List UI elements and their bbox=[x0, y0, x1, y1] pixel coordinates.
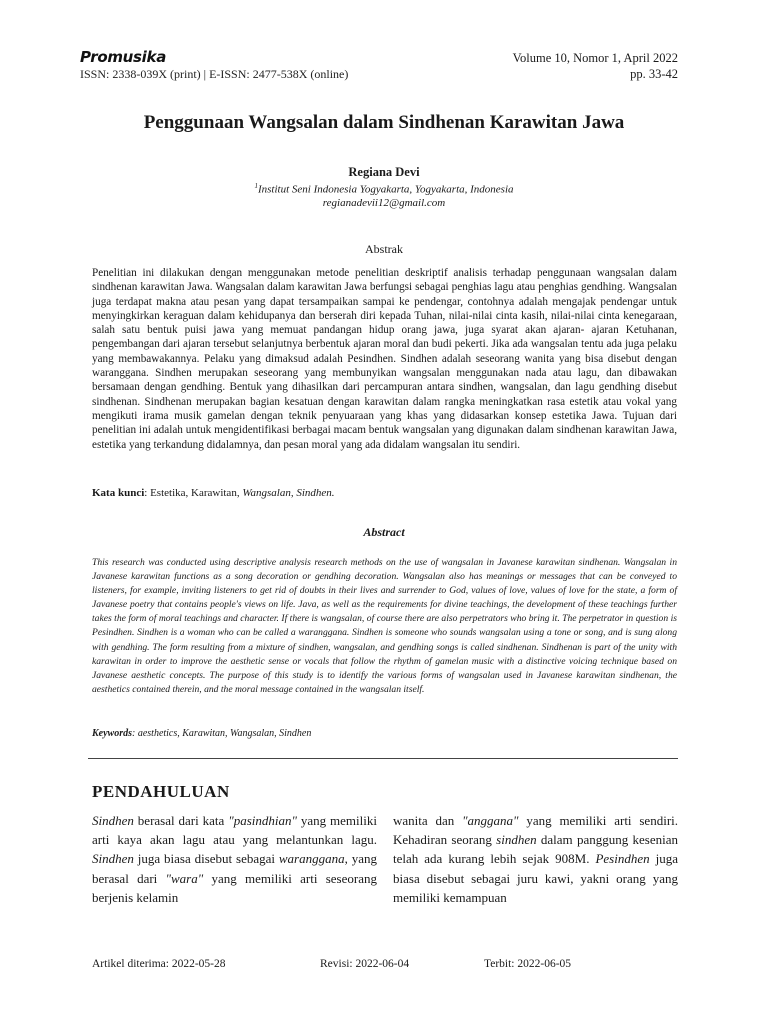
keywords-list: : aesthetics, Karawitan, Wangsalan, Sindhen bbox=[132, 728, 312, 739]
body-text-run: , yang berasal dari bbox=[92, 851, 377, 886]
keywords bbox=[92, 728, 311, 739]
journal-name: Promusika bbox=[80, 48, 167, 66]
body-text-run: Sindhen bbox=[92, 813, 134, 828]
affiliation-text: Institut Seni Indonesia Yogyakarta, Yogyakarta, Indonesia bbox=[257, 183, 514, 196]
revised-date: Revisi: 2022-06-04 bbox=[320, 958, 410, 970]
body-text-run: "pasindhian" bbox=[228, 813, 297, 828]
body-text-run: waranggana bbox=[278, 851, 345, 867]
author-affiliation bbox=[60, 182, 708, 196]
abstrak-heading: Abstrak bbox=[365, 242, 403, 256]
keywords-label: Keywords bbox=[92, 728, 132, 739]
body-text-run: yang memiliki arti sendiri. Kehadiran seorang bbox=[393, 813, 679, 848]
body-column-right bbox=[393, 811, 678, 907]
abstract-body: This research was conducted using descriptive analysis research methods on the use of wangsalan in Javanese karawitan sindhenan. Wangsalan in Javanese karawitan functions as a song decoration or gendhing decoration. Wangsalan also has meanings or messages that can be conveyed to listeners, for example, inviting listeners to get rid of doubts in their lives and surrender to God, values of love, values of love for the state, a form of Javanese poetry that contains people's views on life. Java, as well as the requirements for divine teachings, the development of these teachings further takes the form of moral teachings and character. If there is wangsalan, of course there are also perpetrators who bring it. The perpetrator in question is Pesindhen. Sindhen is a woman who can be called a waranggana. Sindhen is someone who sounds wangsalan using a tone or song, and is sung along with gendhing. The form resulting from a mixture of sindhen, wangsalan, and gendhing songs is called sindhenan. Sindhenan is part of the unity with karawitan in order to improve the aesthetic sense or vocals that follow the rhythm of gamelan music with a distinctive voicing technique based on Javanese aesthetic concepts. The purpose of this study is to identify the various forms of wangsalan used in Javanese karawitan sindhenan, the aesthetics contained therein, and the moral message contained in the wangsalan itself. bbox=[92, 557, 677, 695]
abstrak-body: Penelitian ini dilakukan dengan menggunakan metode penelitian deskriptif analisis terhadap penggunaan wangsalan dalam sindhenan karawitan Jawa. Wangsalan dalam karawitan Jawa berfungsi sebagai penghias lagu atau penghias gendhing. Wangsalan juga terdapat makna atau pesan yang dapat tersampaikan sampai ke pendengar, contohnya adalah mengajak pendengar untuk menyingkirkan keraguan dalam kehidupanya dan berserah diri kepada Tuhan, nilai-nilai cinta kasih, nilai-nilai cinta kenegaraan, salah satu bentuk puisi jawa yang memuat pandangan hidup orang jawa, juga syarat akan ajaran- ajaran Ketuhanan, pengembangan dari ajaran tersebut selanjutnya berbentuk ajaran moral dan budi pekerti. Jika ada wangsalan tentu ada juga pelaku yang membawakannya. Pelaku yang dimaksud adalah Pesindhen. Sindhen adalah seseorang wanita yang bisa disebut dengan waranggana. Sindhen merupakan seseorang yang membunyikan wangsalan menggunakan nada atau lagu, dan dibawakan bersamaan dengan gendhing. Bentuk yang dihasilkan dari percampuran antara sindhen, wangsalan, dan lagu gendhing disebut sindhenan. Sindhenan merupakan bagian kesatuan dengan karawitan dalam rangka meningkatkan rasa estetik atau vokal yang mengikuti irama musik gamelan dengan teknik penyuaraan yang khas yang didasarkan konsep estetika Jawa. Tujuan dari penelitian ini adalah untuk mengidentifikasi berbagai macam bentuk wangsalan yang digunakan dalam sindhenan karawitan Jawa, estetika yang terkandung didalamnya, dan pesan moral yang ada didalam wangsalan itu sendiri. bbox=[92, 267, 677, 451]
body-text-run: juga biasa disebut sebagai bbox=[133, 851, 279, 867]
affiliation-superscript: 1 bbox=[254, 182, 258, 190]
volume-info: Volume 10, Nomor 1, April 2022 bbox=[512, 51, 678, 65]
body-text-run: yang memiliki arti kaya akan lagu atau yang melantunkan lagu. bbox=[92, 813, 377, 848]
body-text-run: "anggana" bbox=[462, 813, 519, 828]
body-text-run: "wara" bbox=[165, 870, 204, 886]
body-text-run: berasal dari kata bbox=[133, 813, 229, 828]
received-date: Artikel diterima: 2022-05-28 bbox=[92, 958, 226, 970]
kata-kunci-italic: Wangsalan, Sindhen. bbox=[242, 487, 335, 499]
body-text-run: sindhen bbox=[496, 832, 537, 848]
body-text-run: Pesindhen bbox=[595, 851, 650, 867]
body-text-run: Sindhen bbox=[92, 851, 134, 867]
author-email: regianadevii12@gmail.com bbox=[322, 197, 446, 209]
body-text-run: wanita dan bbox=[393, 813, 463, 828]
body-column-left bbox=[92, 811, 377, 907]
section-divider bbox=[88, 758, 678, 759]
issn: ISSN: 2338-039X (print) | E-ISSN: 2477-538X (online) bbox=[80, 67, 349, 81]
kata-kunci-plain: : Estetika, Karawitan, bbox=[144, 487, 243, 499]
kata-kunci bbox=[92, 487, 335, 499]
author-name: Regiana Devi bbox=[348, 165, 420, 179]
body-text-run: dalam panggung kesenian telah ada kurang lebih sejak 908M. bbox=[393, 832, 678, 867]
body-text-run: yang memiliki arti seseorang berjenis kelamin bbox=[92, 870, 377, 905]
body-text-run: juga biasa disebut sebagai juru kawi, yakni orang yang memiliki kemampuan bbox=[393, 851, 678, 905]
page-range: pp. 33-42 bbox=[630, 67, 678, 81]
kata-kunci-label: Kata kunci bbox=[92, 487, 145, 499]
abstract-heading: Abstract bbox=[363, 525, 405, 539]
published-date: Terbit: 2022-06-05 bbox=[484, 958, 572, 970]
section-heading: PENDAHULUAN bbox=[92, 782, 230, 801]
article-title: Penggunaan Wangsalan dalam Sindhenan Karawitan Jawa bbox=[143, 112, 625, 133]
